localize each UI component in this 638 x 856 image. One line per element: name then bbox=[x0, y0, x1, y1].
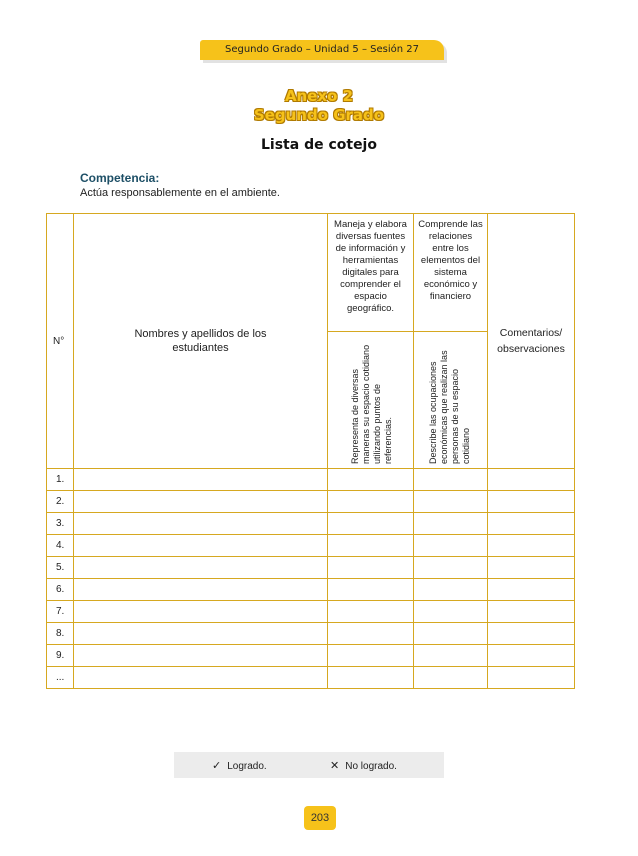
header-number: N° bbox=[47, 214, 74, 469]
indicator-2-mark-cell[interactable] bbox=[414, 623, 488, 645]
session-header-tab: Segundo Grado – Unidad 5 – Sesión 27 bbox=[200, 40, 444, 60]
checklist-table bbox=[46, 213, 575, 689]
header-student-names: Nombres y apellidos de los estudiantes bbox=[74, 214, 328, 469]
checklist-title: Lista de cotejo bbox=[261, 137, 377, 153]
name-cell[interactable] bbox=[74, 645, 328, 667]
capacity-1-header: Maneja y elabora diversas fuentes de información y herramientas digitales para comprender el espacio geográfico. bbox=[328, 214, 414, 332]
row-number: 3. bbox=[47, 513, 74, 535]
indicator-2-mark-cell[interactable] bbox=[414, 645, 488, 667]
competence-text: Actúa responsablemente en el ambiente. bbox=[80, 187, 280, 199]
row-number: 9. bbox=[47, 645, 74, 667]
comment-cell[interactable] bbox=[488, 667, 575, 689]
name-cell[interactable] bbox=[74, 601, 328, 623]
legend-box bbox=[174, 752, 444, 778]
indicator-2-mark-cell[interactable] bbox=[414, 535, 488, 557]
table-row bbox=[47, 579, 575, 601]
annex-title: Anexo 2 bbox=[284, 87, 354, 105]
table-row bbox=[47, 557, 575, 579]
row-number: 1. bbox=[47, 469, 74, 491]
table-row bbox=[47, 535, 575, 557]
indicator-1-mark-cell[interactable] bbox=[328, 579, 414, 601]
name-cell[interactable] bbox=[74, 469, 328, 491]
row-number: 7. bbox=[47, 601, 74, 623]
check-icon: ✓ bbox=[212, 759, 222, 772]
x-icon: ✕ bbox=[330, 759, 340, 772]
indicator-2-text: Describe las ocupaciones económicas que realizan las personas de su espacio cotidiano bbox=[428, 350, 471, 464]
row-number: 4. bbox=[47, 535, 74, 557]
row-number: 2. bbox=[47, 491, 74, 513]
name-cell[interactable] bbox=[74, 579, 328, 601]
indicator-2-mark-cell[interactable] bbox=[414, 579, 488, 601]
row-number: ... bbox=[47, 667, 74, 689]
indicator-1-mark-cell[interactable] bbox=[328, 667, 414, 689]
header-comments: Comentarios/ observaciones bbox=[488, 214, 575, 469]
name-cell[interactable] bbox=[74, 491, 328, 513]
comment-cell[interactable] bbox=[488, 535, 575, 557]
table-row bbox=[47, 645, 575, 667]
row-number: 5. bbox=[47, 557, 74, 579]
name-cell[interactable] bbox=[74, 623, 328, 645]
name-cell[interactable] bbox=[74, 535, 328, 557]
indicator-2-mark-cell[interactable] bbox=[414, 513, 488, 535]
indicator-2-mark-cell[interactable] bbox=[414, 667, 488, 689]
row-number: 6. bbox=[47, 579, 74, 601]
table-row bbox=[47, 469, 575, 491]
table-row bbox=[47, 491, 575, 513]
indicator-2-mark-cell[interactable] bbox=[414, 491, 488, 513]
table-row bbox=[47, 601, 575, 623]
row-number: 8. bbox=[47, 623, 74, 645]
indicator-1-mark-cell[interactable] bbox=[328, 623, 414, 645]
table-row bbox=[47, 667, 575, 689]
indicator-1-mark-cell[interactable] bbox=[328, 645, 414, 667]
legend-achieved-label: Logrado. bbox=[227, 761, 267, 772]
comment-cell[interactable] bbox=[488, 601, 575, 623]
table-row bbox=[47, 623, 575, 645]
indicator-2-mark-cell[interactable] bbox=[414, 601, 488, 623]
legend-not-achieved bbox=[330, 759, 397, 772]
indicator-1-text: Representa de diversas maneras su espacio cotidiano utilizando puntos de referencias. bbox=[350, 344, 393, 464]
grade-title: Segundo Grado bbox=[253, 106, 385, 124]
competence-label: Competencia: bbox=[80, 171, 160, 185]
comment-cell[interactable] bbox=[488, 557, 575, 579]
indicator-2-mark-cell[interactable] bbox=[414, 557, 488, 579]
indicator-1-mark-cell[interactable] bbox=[328, 601, 414, 623]
legend-achieved bbox=[212, 759, 267, 772]
indicator-1-mark-cell[interactable] bbox=[328, 469, 414, 491]
comment-cell[interactable] bbox=[488, 579, 575, 601]
indicator-1-mark-cell[interactable] bbox=[328, 491, 414, 513]
indicator-1-cell bbox=[328, 332, 414, 469]
comment-cell[interactable] bbox=[488, 645, 575, 667]
name-cell[interactable] bbox=[74, 557, 328, 579]
indicator-1-mark-cell[interactable] bbox=[328, 513, 414, 535]
indicator-1-mark-cell[interactable] bbox=[328, 557, 414, 579]
indicator-2-cell bbox=[414, 332, 488, 469]
name-cell[interactable] bbox=[74, 513, 328, 535]
legend-not-achieved-label: No logrado. bbox=[345, 761, 397, 772]
comment-cell[interactable] bbox=[488, 513, 575, 535]
comment-cell[interactable] bbox=[488, 623, 575, 645]
capacity-2-header: Comprende las relaciones entre los elementos del sistema económico y financiero bbox=[414, 214, 488, 332]
indicator-2-mark-cell[interactable] bbox=[414, 469, 488, 491]
table-row bbox=[47, 513, 575, 535]
comment-cell[interactable] bbox=[488, 491, 575, 513]
indicator-1-mark-cell[interactable] bbox=[328, 535, 414, 557]
page-number: 203 bbox=[304, 806, 336, 830]
comment-cell[interactable] bbox=[488, 469, 575, 491]
name-cell[interactable] bbox=[74, 667, 328, 689]
